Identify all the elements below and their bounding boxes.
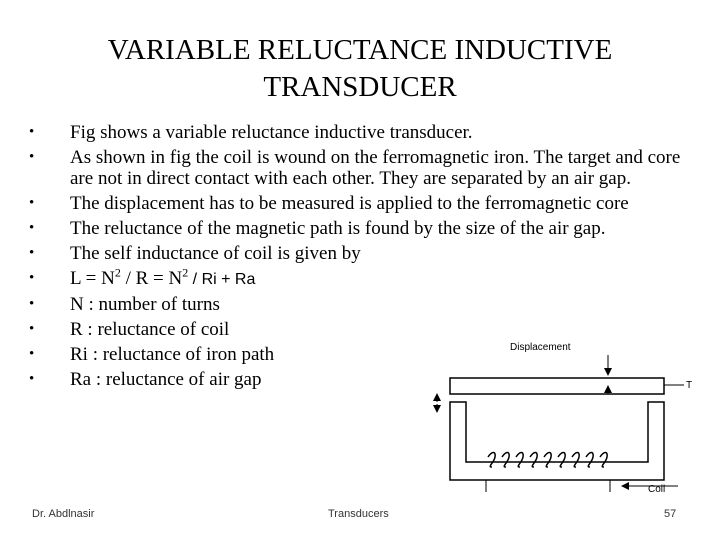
formula-rhs: / Ri + Ra [188, 271, 256, 288]
coil-label: Coil [648, 484, 666, 495]
footer-author: Dr. Abdlnasir [32, 508, 95, 520]
title-line-2: TRANSDUCER [263, 71, 457, 103]
formula-lhs: L = N [70, 268, 115, 289]
coil-winding [488, 453, 607, 468]
definition-item: • R : reluctance of coil [28, 319, 688, 340]
definition-item: • Ra : reluctance of air gap [28, 369, 688, 390]
definition-item: • Ri : reluctance of iron path [28, 344, 688, 365]
ferromagnetic-core [450, 402, 664, 480]
formula-exponent-2: 2 [182, 265, 189, 280]
bullet-item: • As shown in fig the coil is wound on the ferromagnetic iron. The target and core are not in direct contact with each other. They are separated by an air gap. [28, 147, 688, 189]
definition-item: • N : number of turns [28, 294, 688, 315]
bullet-item: • The displacement has to be measured is applied to the ferromagnetic core [28, 193, 688, 214]
formula-bullet [28, 265, 688, 290]
target-label: T [686, 380, 693, 391]
bullet-item: • The reluctance of the magnetic path is found by the size of the air gap. [28, 218, 688, 239]
footer-section: Transducers [328, 508, 389, 520]
slide-title [40, 32, 680, 106]
formula-mid: / R = N [120, 268, 183, 289]
transducer-diagram [428, 330, 700, 500]
displacement-label: Displacement [510, 342, 571, 353]
target-plate [450, 378, 664, 394]
bullet-item: • Fig shows a variable reluctance inductive transducer. [28, 122, 688, 143]
page-number: 57 [664, 508, 677, 520]
formula-exponent-1: 2 [114, 265, 121, 280]
title-line-1: VARIABLE RELUCTANCE INDUCTIVE [107, 34, 613, 66]
bullet-item: • The self inductance of coil is given by [28, 243, 688, 264]
